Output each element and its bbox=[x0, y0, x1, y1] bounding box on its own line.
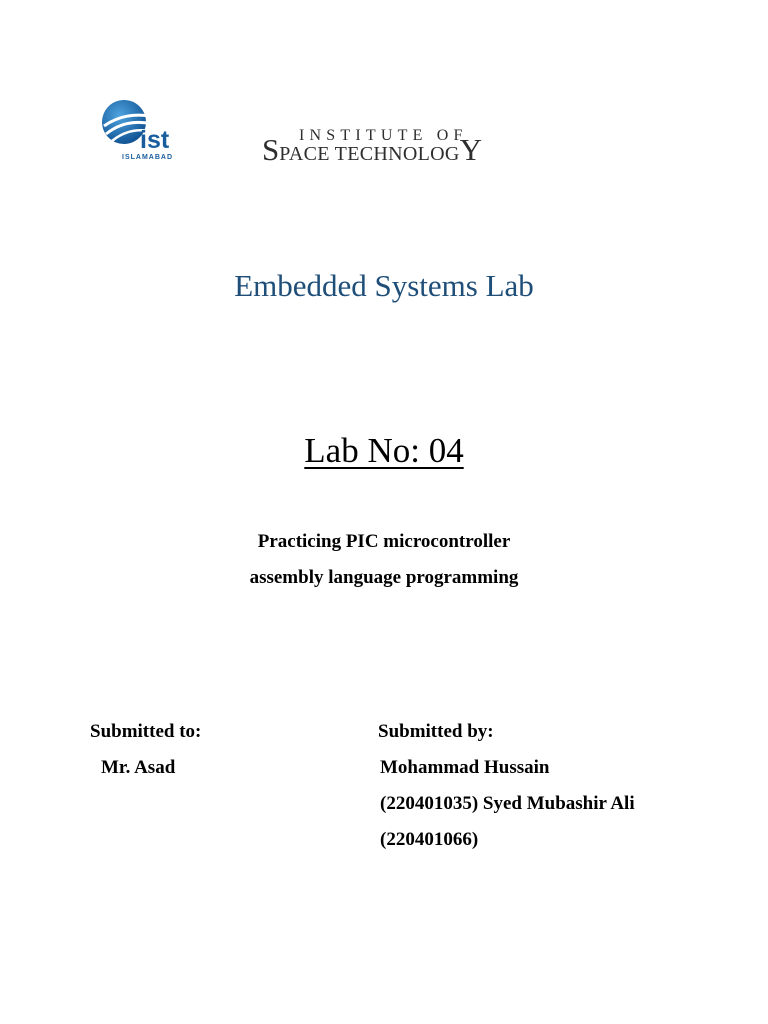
submitted-by-line: (220401035) Syed Mubashir Ali bbox=[380, 793, 635, 814]
lab-subtitle-line2: assembly language programming bbox=[249, 567, 519, 588]
lab-title-text: Lab No: 04 bbox=[304, 431, 464, 470]
submitted-by-label: Submitted by: bbox=[378, 721, 494, 742]
submitted-to-label: Submitted to: bbox=[90, 721, 202, 742]
lab-subtitle-line1: Practicing PIC microcontroller bbox=[257, 531, 511, 552]
ist-logo-subtext: ISLAMABAD bbox=[122, 154, 173, 161]
ist-logo-graphic bbox=[100, 96, 200, 162]
institute-line2-part2: PACE TECHNOLOG bbox=[279, 143, 460, 165]
institute-line2-part1: S bbox=[262, 132, 280, 167]
ist-logo-text: ist bbox=[140, 126, 170, 154]
submitted-to-name: Mr. Asad bbox=[101, 757, 176, 778]
institute-line2-part3: Y bbox=[459, 132, 482, 167]
institute-wordmark bbox=[262, 128, 552, 168]
ist-logo bbox=[100, 96, 200, 162]
course-title: Embedded Systems Lab bbox=[234, 268, 534, 303]
submitted-by-line: Mohammad Hussain bbox=[380, 757, 550, 778]
institute-line2 bbox=[262, 134, 482, 170]
institute-line1: INSTITUTE OF bbox=[299, 127, 468, 144]
submitted-by-line: (220401066) bbox=[380, 829, 479, 850]
lab-title bbox=[0, 430, 768, 472]
